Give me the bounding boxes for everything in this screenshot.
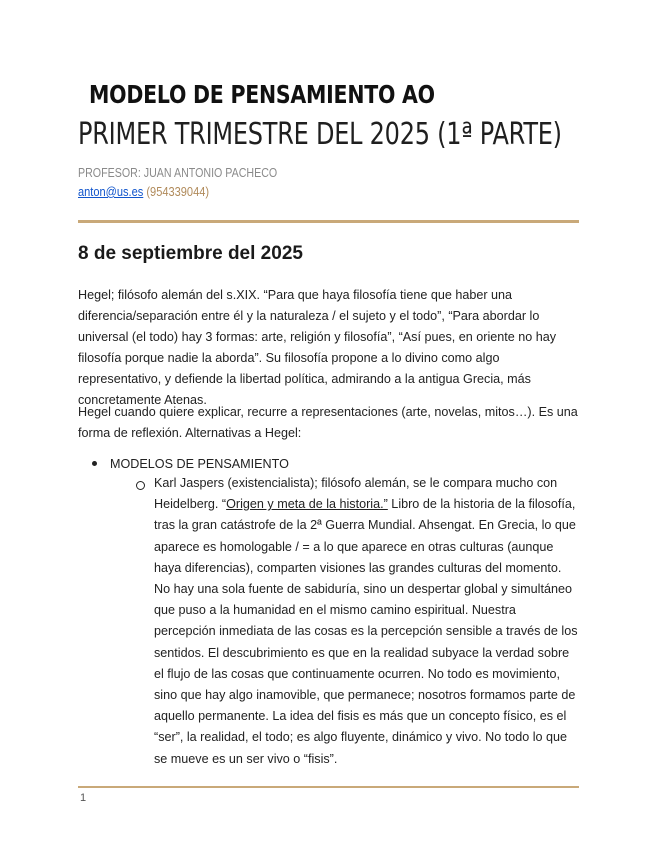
list-item-label: MODELOS DE PENSAMIENTO bbox=[110, 457, 289, 471]
page-number: 1 bbox=[80, 792, 87, 804]
date-heading: 8 de septiembre del 2025 bbox=[78, 243, 303, 264]
sub-bullet-icon bbox=[136, 481, 145, 490]
document-subtitle: PRIMER TRIMESTRE DEL 2025 (1ª PARTE) bbox=[78, 117, 562, 152]
paragraph-hegel: Hegel; filósofo alemán del s.XIX. “Para que haya filosofía tiene que haber una diferencia/separación entre él y la naturaleza / el sujeto y el todo”, “Para abordar lo universal (el todo) hay 3 formas: arte, religión y filosofía”, “Así pues, en oriente no hay filosofía porque nadie la aborda”. Su filosofía propone a lo divino como algo representativo, y defiende la libertad política, admirando a la antigua Grecia, más concretamente Atenas. bbox=[78, 288, 557, 407]
phone-number: (954339044) bbox=[146, 184, 210, 199]
bullet-icon bbox=[92, 461, 97, 466]
email-link[interactable]: anton@us.es bbox=[78, 184, 144, 199]
sub-item-text-start: Karl Jaspers (existencialista); filósofo alemán, se le compara mucho con Heidelberg. “ bbox=[154, 476, 558, 512]
document-title: MODELO DE PENSAMIENTO AO bbox=[89, 80, 435, 109]
paragraph-alternatives: Hegel cuando quiere explicar, recurre a representaciones (arte, novelas, mitos…). Es una forma de reflexión. Alternativas a Hegel: bbox=[78, 405, 578, 440]
list-item bbox=[92, 454, 592, 475]
sub-list-item bbox=[154, 473, 579, 770]
sub-item-text-rest: Libro de la historia de la filosofía, tras la gran catástrofe de la 2ª Guerra Mundial. Ahsengat. En Grecia, lo que aparece es homologable / = a lo que aparece en otras culturas (aunque haya diferencias), comparten visiones las grandes culturas del momento. No hay una sola fuente de sabiduría, sino un despertar global y simultáneo que puso a la humanidad en el mismo camino espiritual. Nuestra percepción inmediata de las cosas es la percepción sensible a través de los sentidos. El descubrimiento es que en la realidad subyace la verdad sobre el flujo de las cosas que continuamente ocurren. No todo es movimiento, sino que hay algo inamovible, que permanece; nosotros formamos parte de aquello permanente. La idea del fisis es más que un concepto físico, es el “ser”, la realidad, el todo; es algo fluyente, dinámico y vivo. No todo lo que se mueve es un ser vivo o “fisis”. bbox=[154, 497, 578, 766]
footer-divider bbox=[78, 786, 579, 788]
professor-name: PROFESOR: JUAN ANTONIO PACHECO bbox=[78, 165, 278, 180]
book-title-link[interactable]: Origen y meta de la historia.” bbox=[226, 497, 388, 512]
contact-line bbox=[78, 184, 209, 199]
header-divider bbox=[78, 220, 579, 223]
